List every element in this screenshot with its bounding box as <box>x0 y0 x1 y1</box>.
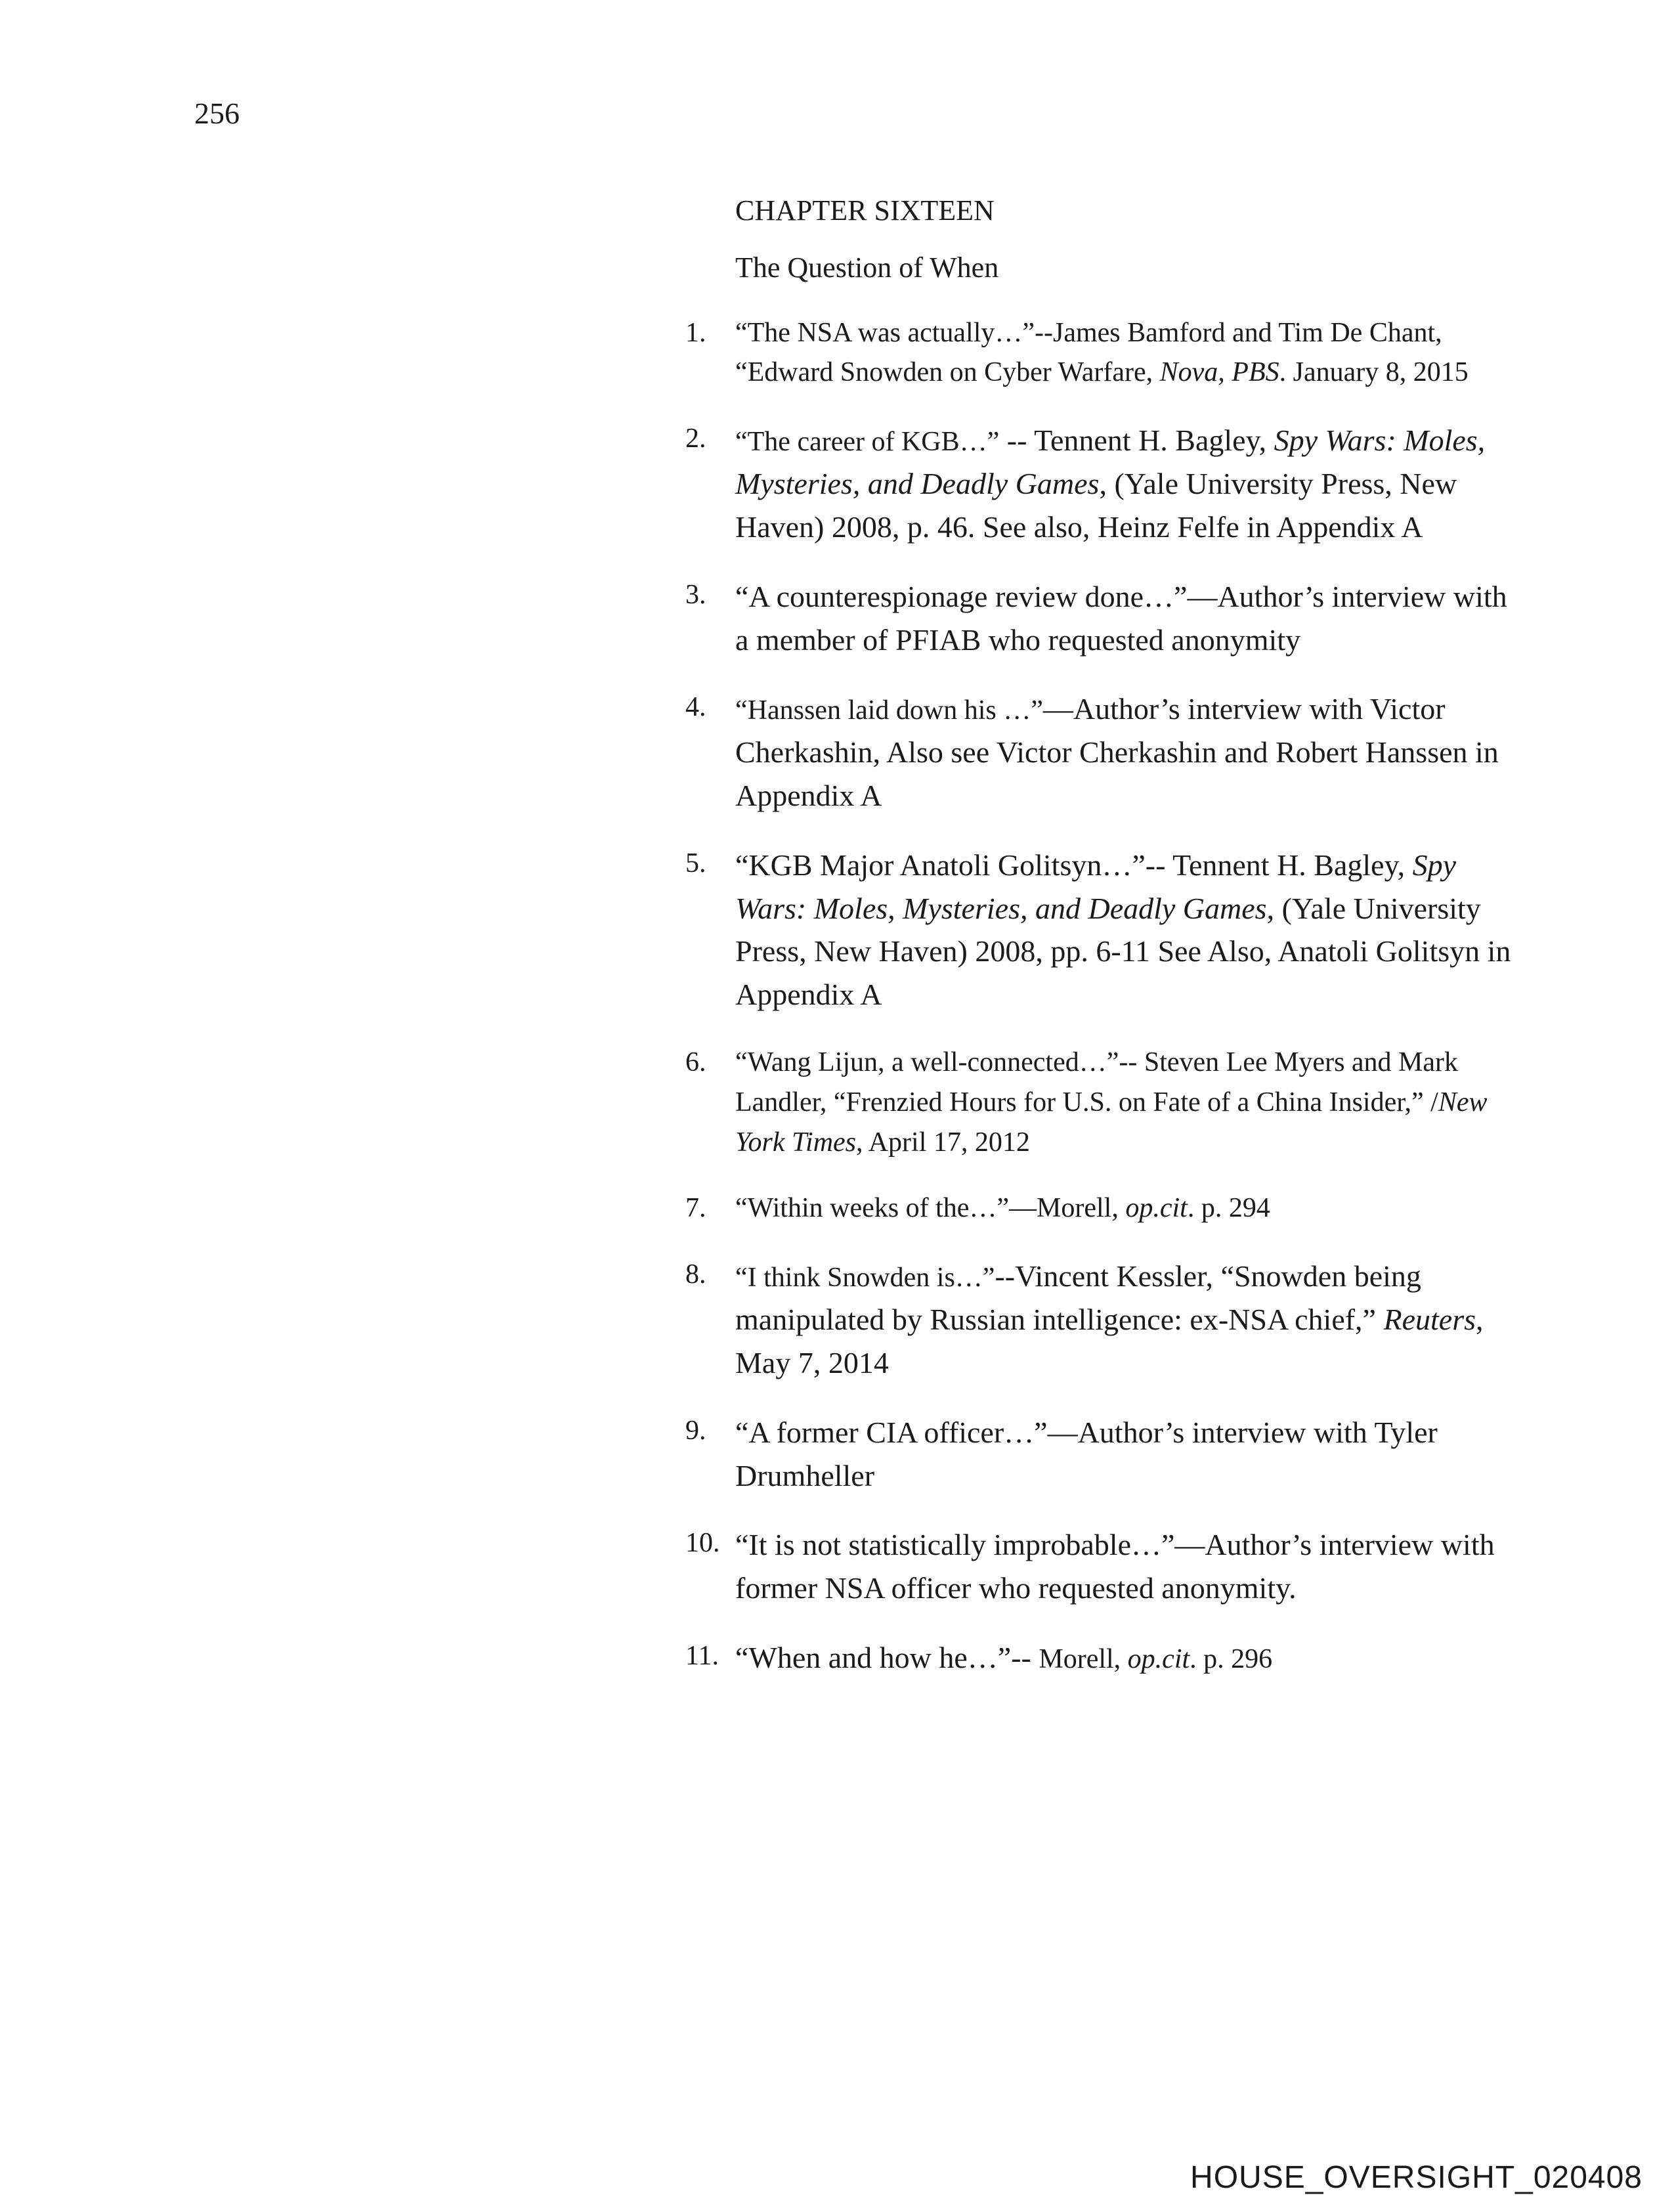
endnote-text <box>735 1259 1484 1379</box>
chapter-title: The Question of When <box>735 251 999 284</box>
endnote-text-segment: . p. 296 <box>1190 1643 1273 1674</box>
endnote-text-segment: , May 7, 2014 <box>735 1303 1484 1380</box>
endnote-text-segment: “Wang Lijun, a well-connected…”-- Steven Lee Myers and Mark Landler, “Frenzied Hours for U.S. on Fate of a China Insider,” / <box>735 1047 1459 1117</box>
endnote-number: 3. <box>685 579 706 610</box>
endnote-item <box>685 1188 1523 1228</box>
endnote-text <box>735 1047 1488 1158</box>
endnote-text <box>735 1641 1272 1674</box>
endnote-text-segment: “It is not statistically improbable…”—Author’s interview with former NSA officer who requested anonymity. <box>735 1528 1495 1605</box>
endnote-title-italic: Nova, PBS <box>1159 357 1279 388</box>
endnote-text <box>735 1193 1270 1223</box>
endnote-text-segment: “Hanssen laid down his …” <box>735 695 1043 726</box>
endnote-number: 9. <box>685 1415 706 1446</box>
endnote-item <box>685 1043 1523 1163</box>
endnote-text-segment: “A former CIA officer…”—Author’s interview with Tyler Drumheller <box>735 1415 1438 1492</box>
endnote-number: 2. <box>685 423 706 454</box>
endnote-text-segment: , April 17, 2012 <box>856 1127 1030 1158</box>
endnote-number: 4. <box>685 692 706 723</box>
endnote-number: 11. <box>685 1640 719 1671</box>
bates-stamp: HOUSE_OVERSIGHT_020408 <box>1190 2160 1642 2195</box>
endnote-text-segment: “KGB Major Anatoli Golitsyn…”-- Tennent H. Bagley, <box>735 848 1413 882</box>
endnote-text-segment: “Within weeks of the…”—Morell, <box>735 1193 1126 1224</box>
page-number: 256 <box>194 97 240 130</box>
endnote-item <box>685 419 1523 548</box>
chapter-heading: CHAPTER SIXTEEN <box>735 194 995 227</box>
endnote-title-italic: Reuters <box>1383 1303 1476 1337</box>
endnote-item <box>685 313 1523 393</box>
endnote-text-segment: --Vincent Kessler, “Snowden being manipulated by Russian intelligence: ex-NSA chief,” <box>735 1259 1421 1337</box>
endnote-title-italic: op.cit <box>1127 1643 1190 1674</box>
endnote-text <box>735 692 1499 812</box>
endnote-text-segment: —Author’s interview with Victor Cherkashin, Also see Victor Cherkashin and Robert Hanssen in Appendix A <box>735 692 1499 812</box>
endnote-text-segment: “A counterespionage review done…”—Author’s interview with a member of PFIAB who requested anonymity <box>735 579 1507 657</box>
endnote-text-segment: Morell, <box>1039 1643 1128 1674</box>
endnote-item <box>685 1523 1523 1610</box>
endnote-title-italic: Spy Wars: Moles, Mysteries, and Deadly Games <box>735 848 1457 925</box>
endnote-text <box>735 318 1469 388</box>
endnote-text-segment: “I think Snowden is…” <box>735 1263 995 1293</box>
endnote-text-segment: -- Tennent H. Bagley, <box>999 423 1274 458</box>
endnote-text-segment: , (Yale University Press, New Haven) 2008, p. 46. See also, Heinz Felfe in Appendix A <box>735 467 1457 544</box>
endnote-number: 7. <box>685 1193 706 1224</box>
endnote-title-italic: New York Times <box>735 1087 1488 1158</box>
endnote-text-segment: . p. 294 <box>1187 1193 1270 1224</box>
endnote-item <box>685 844 1523 1016</box>
endnote-title-italic: Spy Wars: Moles, Mysteries, and Deadly Games <box>735 423 1486 501</box>
endnote-number: 5. <box>685 848 706 878</box>
endnote-text-segment: “The NSA was actually…”--James Bamford and Tim De Chant, “Edward Snowden on Cyber Warfare, <box>735 317 1442 388</box>
endnote-item <box>685 575 1523 662</box>
endnote-text-segment: . January 8, 2015 <box>1279 357 1469 388</box>
endnote-text <box>735 423 1485 544</box>
endnote-number: 6. <box>685 1047 706 1077</box>
endnote-text <box>735 1416 1438 1492</box>
endnotes-list <box>685 313 1523 1680</box>
endnote-text <box>735 1528 1495 1605</box>
endnote-text-segment: “The career of KGB…” <box>735 427 1000 458</box>
endnote-number: 1. <box>685 317 706 348</box>
endnote-number: 10. <box>685 1528 720 1559</box>
endnote-item <box>685 1636 1523 1680</box>
endnote-text <box>735 580 1507 657</box>
endnote-text-segment: “When and how he…”-- <box>735 1640 1039 1674</box>
endnote-text-segment: , (Yale University Press, New Haven) 2008, pp. 6-11 See Also, Anatoli Golitsyn in Appendix A <box>735 891 1511 1012</box>
endnote-item <box>685 1411 1523 1498</box>
endnote-title-italic: op.cit <box>1125 1193 1188 1224</box>
endnote-number: 8. <box>685 1259 706 1290</box>
endnote-item <box>685 1255 1523 1384</box>
endnote-item <box>685 687 1523 817</box>
endnote-text <box>735 848 1511 1011</box>
endnotes-section <box>685 194 1523 1706</box>
